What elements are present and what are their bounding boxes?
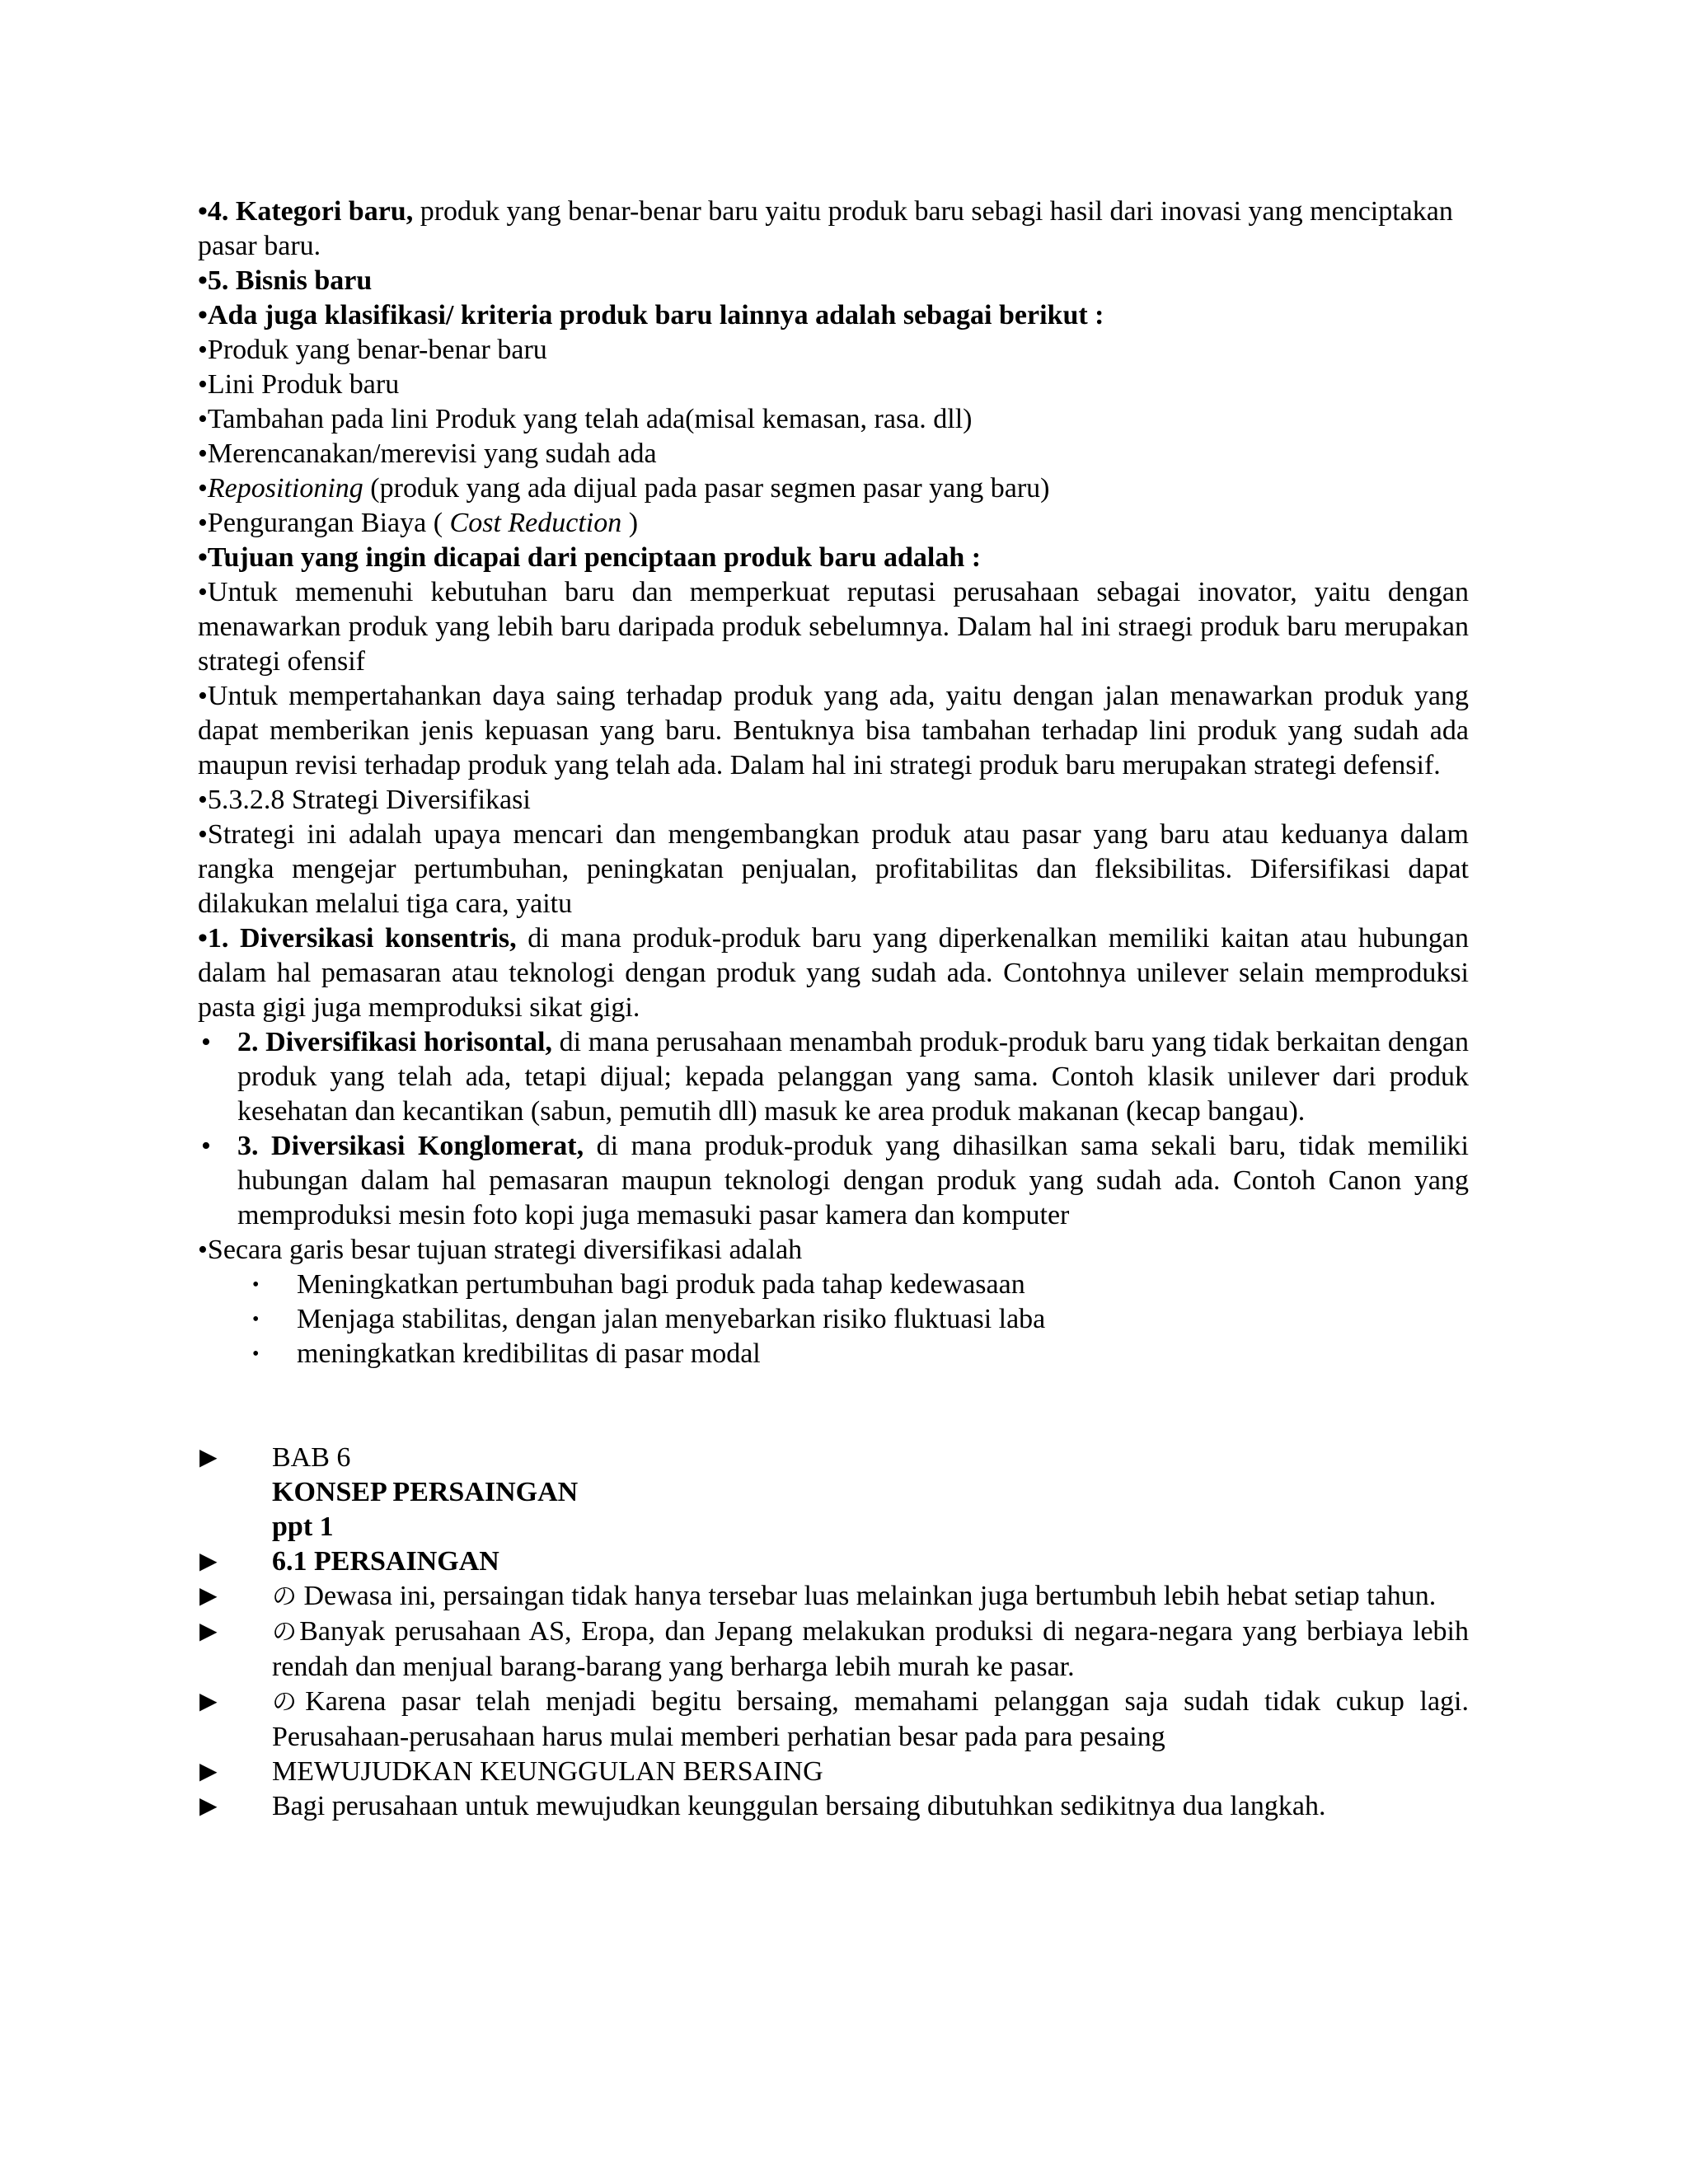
item-klasifikasi-heading-bold: •Ada juga klasifikasi/ kriteria produk baru lainnya adalah sebagai berikut :: [198, 300, 1104, 330]
item-diversifikasi-horisontal-bold: 2. Diversifikasi horisontal,: [237, 1027, 552, 1057]
sub-item-kredibilitas-text: meningkatkan kredibilitas di pasar modal: [297, 1338, 761, 1369]
triangle-bullet-icon: ▶: [199, 1793, 218, 1819]
section-heading-persaingan: 6.1 PERSAINGAN: [272, 1546, 499, 1577]
slide-bullet-perusahaan-as: [198, 1615, 1469, 1685]
slide-bullet-dewasa-ini-text: Dewasa ini, persaingan tidak hanya tersebar luas melainkan juga bertumbuh lebih hebat setiap tahun.: [297, 1581, 1437, 1611]
item-diversikasi-konglomerat-bold: 3. Diversikasi Konglomerat,: [237, 1131, 584, 1161]
sub-item-stabilitas: [198, 1302, 1469, 1337]
triangle-bullet-icon: ▶: [199, 1445, 218, 1470]
item-diversikasi-konglomerat-body: [237, 1129, 1469, 1233]
item-diversifikasi-horisontal-text: di mana perusahaan menambah produk-produk baru yang tidak berkaitan dengan produk yang telah ada, tetapi dijual; kepada pelanggan yang sama. Contoh klasik unilever dari produk kesehatan dan kecantikan (sabun, pemutih dll) masuk ke area produk makanan (kecap bangau).: [237, 1027, 1470, 1127]
chapter-title: KONSEP PERSAINGAN: [272, 1477, 579, 1507]
item-merencanakan: •Merencanakan/merevisi yang sudah ada: [198, 438, 657, 469]
item-kategori-baru-text: produk yang benar-benar baru yaitu produk baru sebagi hasil dari inovasi yang menciptakan pasar baru.: [198, 196, 1453, 261]
item-bisnis-baru-bold: •5. Bisnis baru: [198, 265, 373, 296]
triangle-bullet-icon: ▶: [199, 1583, 218, 1609]
triangle-bullet-icon: ▶: [199, 1619, 218, 1644]
item-tujuan-heading-bold: •Tujuan yang ingin dicapai dari penciptaan produk baru adalah :: [198, 542, 982, 573]
slide-bullet-keunggulan: [198, 1755, 1469, 1789]
slide-bullet-perusahaan-as-text: Banyak perusahaan AS, Eropa, dan Jepang melakukan produksi di negara-negara yang berbiaya lebih rendah dan menjual barang-barang yang berharga lebih murah ke pasar.: [272, 1616, 1470, 1682]
item-kategori-baru-bold: •4. Kategori baru,: [198, 196, 414, 227]
sub-item-pertumbuhan: [198, 1268, 1469, 1302]
item-pengurangan-biaya-pre: •Pengurangan Biaya (: [198, 508, 450, 538]
document-page: [198, 194, 1469, 1824]
item-produk-benar-baru: •Produk yang benar-benar baru: [198, 335, 547, 365]
slide-bullet-pasar-bersaing: [198, 1685, 1469, 1755]
item-diversikasi-konsentris-text: di mana produk-produk baru yang diperkenalkan memiliki kaitan atau hubungan dalam hal pemasaran atau teknologi dengan produk yang sudah ada. Contohnya unilever selain memproduksi pasta gigi juga memproduksi sikat gigi.: [198, 923, 1470, 1023]
item-tujuan-heading: [198, 541, 1469, 575]
slide-bullet-dua-langkah-text: Bagi perusahaan untuk mewujudkan keunggulan bersaing dibutuhkan sedikitnya dua langkah.: [272, 1791, 1326, 1821]
sub-bullet-marker: •: [252, 1309, 260, 1330]
no-glyph-icon: の: [272, 1582, 297, 1611]
item-diversikasi-konglomerat: [198, 1129, 1469, 1233]
item-pengurangan-biaya-post: ): [621, 508, 639, 538]
item-repositioning-text: (produk yang ada dijual pada pasar segmen pasar yang baru): [363, 473, 1050, 504]
item-diversikasi-konglomerat-text: di mana produk-produk yang dihasilkan sama sekali baru, tidak memiliki hubungan dalam hal pemasaran maupun teknologi dengan produk yang sudah ada. Contoh Canon yang memproduksi mesin foto kopi juga memasuki pasar kamera dan komputer: [237, 1131, 1469, 1230]
item-diversifikasi-horisontal: [198, 1025, 1469, 1129]
sub-item-kredibilitas: [198, 1337, 1469, 1371]
sub-item-stabilitas-text: Menjaga stabilitas, dengan jalan menyebarkan risiko fluktuasi laba: [297, 1304, 1046, 1334]
item-repositioning-bullet: •: [198, 473, 208, 504]
slide-bullet-perusahaan-as-body: [272, 1615, 1469, 1685]
slide-bullet-pasar-bersaing-body: [272, 1685, 1469, 1755]
item-tambahan-lini: •Tambahan pada lini Produk yang telah ada(misal kemasan, rasa. dll): [198, 404, 973, 434]
slide-bullet-persaingan: [198, 1544, 1469, 1579]
triangle-bullet-icon: ▶: [199, 1689, 218, 1714]
item-bisnis-baru: [198, 264, 1469, 298]
slide-bullet-bab6-body: [272, 1441, 1469, 1544]
slide-bullet-dewasa-ini-body: [272, 1579, 1469, 1615]
item-pengurangan-biaya-italic: Cost Reduction: [449, 508, 622, 538]
item-pengurangan-biaya: [198, 506, 1469, 541]
slide-bullet-dua-langkah: [198, 1789, 1469, 1824]
sub-item-pertumbuhan-text: Meningkatkan pertumbuhan bagi produk pada tahap kedewasaan: [297, 1269, 1025, 1300]
slide-bullet-pasar-bersaing-text: Karena pasar telah menjadi begitu bersaing, memahami pelanggan saja sudah tidak cukup lagi. Perusahaan-perusahaan harus mulai memberi perhatian besar pada para pesaing: [272, 1686, 1469, 1752]
triangle-bullet-icon: ▶: [199, 1759, 218, 1784]
item-repositioning: [198, 471, 1469, 506]
section-spacer: [198, 1371, 1469, 1441]
item-diversifikasi-horisontal-body: [237, 1025, 1469, 1129]
no-glyph-icon: の: [272, 1618, 300, 1647]
slide-bullet-dewasa-ini: [198, 1579, 1469, 1615]
no-glyph-icon: の: [272, 1688, 306, 1717]
item-klasifikasi-heading: [198, 298, 1469, 333]
item-strategi-diversifikasi-desc: •Strategi ini adalah upaya mencari dan mengembangkan produk atau pasar yang baru atau keduanya dalam rangka mengejar pertumbuhan, peningkatan penjualan, profitabilitas dan fleksibilitas. Difersifikasi dapat dilakukan melalui tiga cara, yaitu: [198, 819, 1469, 919]
triangle-bullet-icon: ▶: [199, 1549, 218, 1574]
item-diversikasi-konsentris-bold: •1. Diversikasi konsentris,: [198, 923, 517, 954]
bab-number: BAB 6: [272, 1442, 351, 1473]
sub-bullet-marker: •: [252, 1343, 260, 1365]
slide-bullet-bab6: [198, 1441, 1469, 1544]
item-tujuan-diversifikasi: •Secara garis besar tujuan strategi diversifikasi adalah: [198, 1235, 803, 1265]
ppt-label: ppt 1: [272, 1511, 334, 1542]
item-kategori-baru: [198, 194, 1469, 264]
item-diversikasi-konsentris: [198, 921, 1469, 1025]
sub-bullet-marker: •: [252, 1274, 260, 1296]
item-strategi-diversifikasi-heading: •5.3.2.8 Strategi Diversifikasi: [198, 785, 531, 815]
slide-bullet-keunggulan-text: MEWUJUDKAN KEUNGGULAN BERSAING: [272, 1756, 823, 1787]
item-strategi-defensif: •Untuk mempertahankan daya saing terhadap produk yang ada, yaitu dengan jalan menawarkan produk yang dapat memberikan jenis kepuasan yang baru. Bentuknya bisa tambahan terhadap lini produk yang sudah ada maupun revisi terhadap produk yang telah ada. Dalam hal ini strategi produk baru merupakan strategi defensif.: [198, 681, 1469, 780]
item-strategi-ofensif: •Untuk memenuhi kebutuhan baru dan memperkuat reputasi perusahaan sebagai inovator, yaitu dengan menawarkan produk yang lebih baru daripada produk sebelumnya. Dalam hal ini straegi produk baru merupakan strategi ofensif: [198, 577, 1469, 677]
bullet-marker: •: [201, 1027, 211, 1057]
bullet-marker: •: [201, 1131, 211, 1161]
item-repositioning-italic: Repositioning: [207, 473, 363, 504]
item-lini-produk-baru: •Lini Produk baru: [198, 369, 400, 400]
